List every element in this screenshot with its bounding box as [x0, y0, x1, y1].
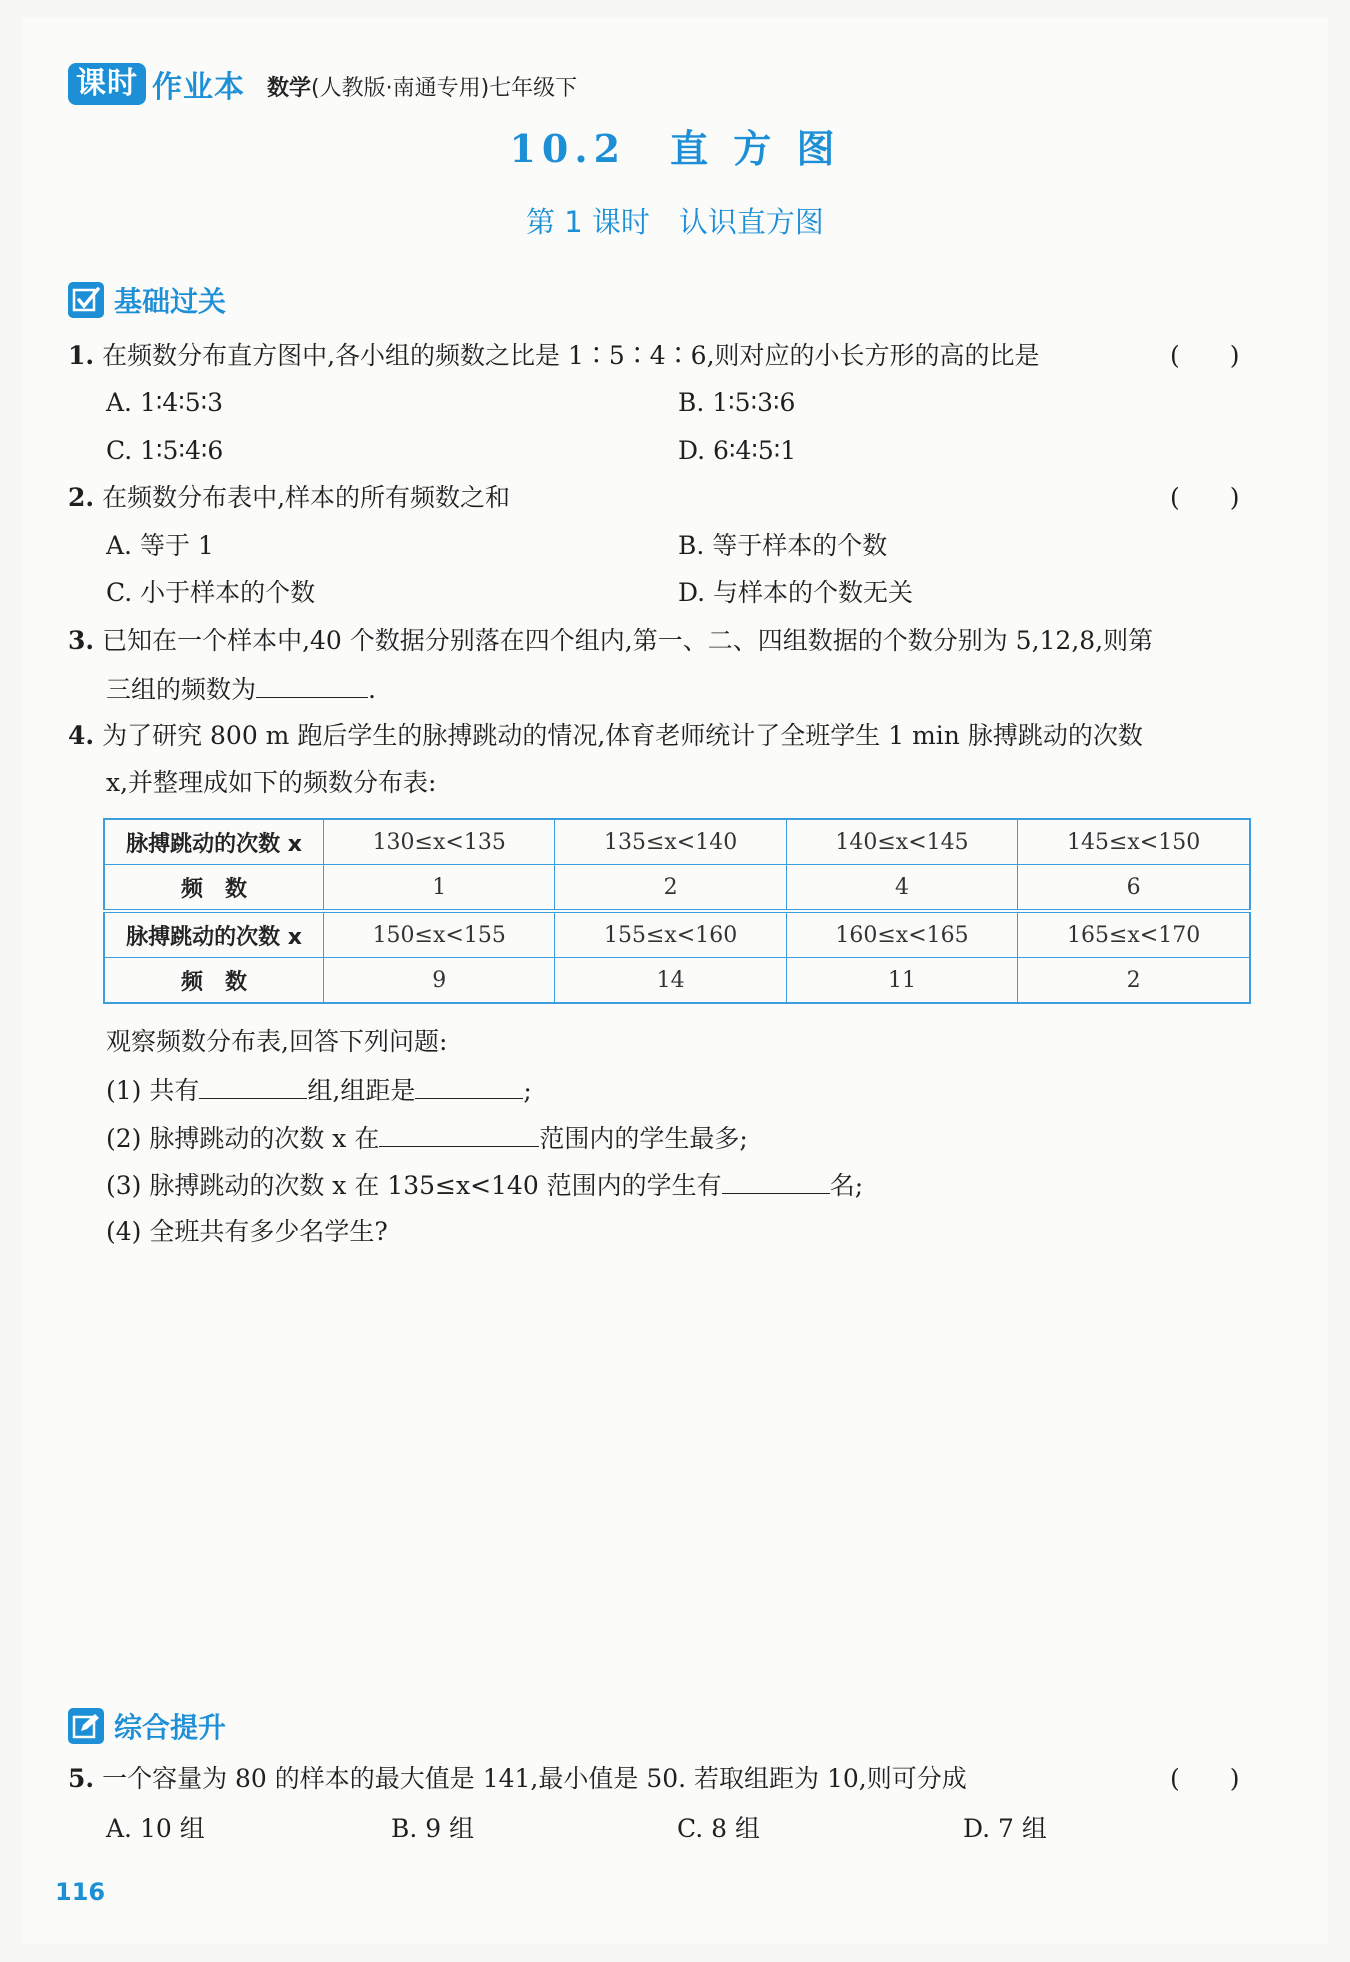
table-cell: 2 [1018, 958, 1250, 1004]
question-5 [68, 1762, 967, 1796]
table-cell: 165≤x<170 [1018, 911, 1250, 958]
question-end: . [368, 675, 376, 704]
option-d: D. 与样本的个数无关 [678, 578, 914, 607]
question-text: 在频数分布直方图中,各小组的频数之比是 1∶5∶4∶6,则对应的小长方形的高的比是 [102, 341, 1040, 370]
part-text: 组,组距是 [307, 1076, 416, 1105]
part-text: 范围内的学生最多; [539, 1124, 748, 1153]
table-cell: 135≤x<140 [555, 819, 786, 865]
question-4-part-1 [106, 1072, 532, 1108]
table-cell: 4 [786, 865, 1017, 912]
option-d: D. 6∶4∶5∶1 [678, 436, 797, 465]
part-text: (1) 共有 [106, 1076, 200, 1105]
table-row [104, 911, 1250, 958]
table-cell: 6 [1018, 865, 1250, 912]
checkbox-icon [68, 282, 104, 318]
option-c: C. 8 组 [677, 1814, 760, 1843]
chapter-title: 10.2 直 方 图 [509, 126, 841, 171]
frequency-table [103, 818, 1251, 1004]
question-4-part-3 [106, 1167, 863, 1203]
lesson-title: 第 1 课时 认识直方图 [526, 205, 824, 239]
table-cell: 11 [786, 958, 1017, 1004]
question-4-line-2: x,并整理成如下的频数分布表: [106, 768, 437, 797]
answer-paren: ( ) [1170, 483, 1240, 512]
option-b: B. 等于样本的个数 [678, 531, 888, 560]
table-cell: 1 [324, 865, 555, 912]
question-3-line-2 [106, 671, 376, 707]
table-cell: 2 [555, 865, 786, 912]
question-text: 一个容量为 80 的样本的最大值是 141,最小值是 50. 若取组距为 10,则可分成 [102, 1764, 967, 1793]
answer-paren: ( ) [1170, 341, 1240, 370]
question-text: 已知在一个样本中,40 个数据分别落在四个组内,第一、二、四组数据的个数分别为 5,12,8,则第 [102, 626, 1154, 655]
question-number: 4. [68, 721, 95, 750]
option-c: C. 小于样本的个数 [106, 578, 316, 607]
table-cell: 14 [555, 958, 786, 1004]
option-a: A. 1∶4∶5∶3 [106, 388, 224, 417]
table-row [104, 819, 1250, 865]
brand-name: 作业本 [152, 70, 245, 105]
table-cell: 9 [324, 958, 555, 1004]
question-2 [68, 481, 510, 515]
option-b: B. 9 组 [391, 1814, 475, 1843]
question-1 [68, 339, 1040, 373]
row-header-frequency: 频 数 [104, 958, 324, 1004]
table-cell: 150≤x<155 [324, 911, 555, 958]
part-text: ; [523, 1076, 532, 1105]
question-text: 为了研究 800 m 跑后学生的脉搏跳动的情况,体育老师统计了全班学生 1 min 脉搏跳动的次数 [102, 721, 1143, 750]
question-4-part-2 [106, 1120, 748, 1156]
question-4 [68, 719, 1143, 753]
table-cell: 130≤x<135 [324, 819, 555, 865]
row-header-x: 脉搏跳动的次数 x [104, 819, 324, 865]
question-number: 3. [68, 626, 95, 655]
section-advanced-label: 综合提升 [114, 1711, 227, 1744]
table-cell: 145≤x<150 [1018, 819, 1250, 865]
answer-blank[interactable] [415, 1072, 523, 1099]
section-advanced-heading [68, 1706, 226, 1746]
question-text: 在频数分布表中,样本的所有频数之和 [102, 483, 511, 512]
table-row [104, 958, 1250, 1004]
question-3 [68, 624, 1153, 658]
section-basic-label: 基础过关 [114, 285, 227, 318]
table-cell: 155≤x<160 [555, 911, 786, 958]
book-subtitle [267, 71, 577, 102]
option-d: D. 7 组 [963, 1814, 1047, 1843]
pencil-edit-icon [68, 1708, 104, 1744]
answer-paren: ( ) [1170, 1764, 1240, 1793]
option-a: A. 10 组 [106, 1814, 205, 1843]
subject-label: 数学 [267, 75, 312, 101]
answer-blank[interactable] [256, 671, 368, 698]
row-header-x: 脉搏跳动的次数 x [104, 911, 324, 958]
table-cell: 140≤x<145 [786, 819, 1017, 865]
question-text: 三组的频数为 [106, 675, 257, 704]
brand-logo: 课时 [68, 63, 146, 105]
option-c: C. 1∶5∶4∶6 [106, 436, 224, 465]
answer-blank[interactable] [379, 1120, 539, 1147]
page-number: 116 [55, 1878, 106, 1906]
part-text: 名; [829, 1171, 864, 1200]
question-4-part-4: (4) 全班共有多少名学生? [106, 1217, 388, 1246]
part-text: (3) 脉搏跳动的次数 x 在 135≤x<140 范围内的学生有 [106, 1171, 722, 1200]
option-b: B. 1∶5∶3∶6 [678, 388, 796, 417]
question-number: 5. [68, 1764, 95, 1793]
edition-label: (人教版·南通专用)七年级下 [311, 75, 578, 101]
table-row [104, 865, 1250, 912]
answer-blank[interactable] [722, 1167, 830, 1194]
answer-blank[interactable] [199, 1072, 307, 1099]
table-cell: 160≤x<165 [786, 911, 1017, 958]
question-4-prompt: 观察频数分布表,回答下列问题: [106, 1027, 448, 1056]
section-basic-heading [68, 280, 226, 320]
question-number: 1. [68, 341, 95, 370]
header-brand [68, 62, 577, 106]
question-number: 2. [68, 483, 95, 512]
option-a: A. 等于 1 [106, 531, 214, 560]
row-header-frequency: 频 数 [104, 865, 324, 912]
part-text: (2) 脉搏跳动的次数 x 在 [106, 1124, 380, 1153]
